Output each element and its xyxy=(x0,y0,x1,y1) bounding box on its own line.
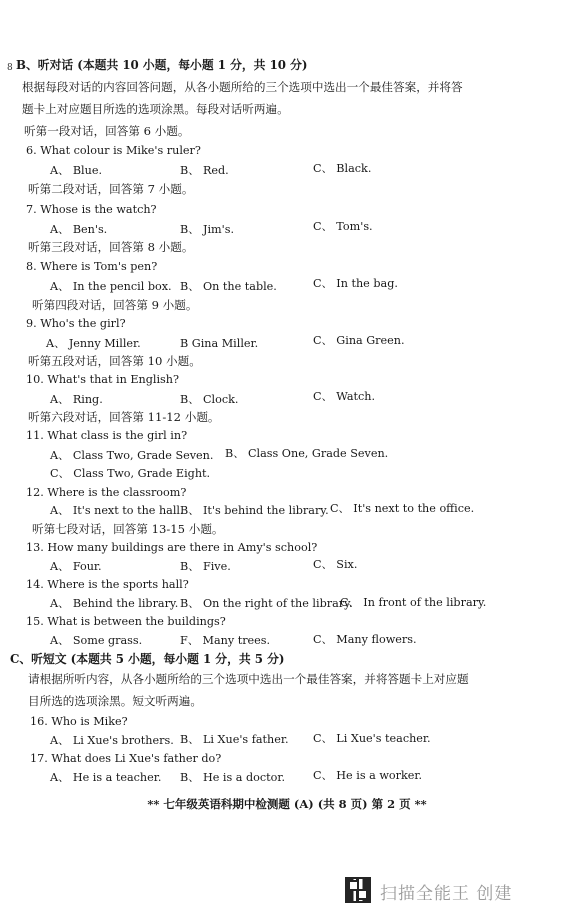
option-c: C、 Many flowers. xyxy=(313,633,417,646)
option-c: C、 Gina Green. xyxy=(313,334,405,347)
option-c: C、 Class Two, Grade Eight. xyxy=(50,467,211,480)
dialog-note: 听第四段对话，回答第 9 小题。 xyxy=(32,298,198,312)
option-a: A、 Blue. xyxy=(50,164,103,177)
question-text: 17. What does Li Xue's father do? xyxy=(30,752,222,765)
question-text: 11. What class is the girl in? xyxy=(26,429,188,442)
option-c: C、 Li Xue's teacher. xyxy=(313,732,431,745)
option-b: B、 On the table. xyxy=(180,280,277,293)
option-c: C、 In front of the library. xyxy=(340,596,487,609)
option-a: A、 Ring. xyxy=(50,393,103,406)
dialog-note: 听第七段对话，回答第 13-15 小题。 xyxy=(32,522,224,536)
option-a: A、 Behind the library. xyxy=(50,597,179,610)
dialog-note: 听第六段对话，回答第 11-12 小题。 xyxy=(28,410,220,424)
qr-code-icon xyxy=(345,877,371,903)
corner-mark: 8 xyxy=(7,63,13,73)
dialog-note: 听第三段对话，回答第 8 小题。 xyxy=(28,240,194,254)
option-b: B、 Li Xue's father. xyxy=(180,733,289,746)
option-c: C、 Six. xyxy=(313,558,358,571)
section-c-instruction-cont: 目所选的选项涂黑。短文听两遍。 xyxy=(28,694,202,708)
section-b-instruction: 根据每段对话的内容回答问题，从各小题所给的三个选项中选出一个最佳答案，并将答 xyxy=(22,80,463,94)
question-text: 6. What colour is Mike's ruler? xyxy=(26,144,201,157)
watermark-text: 扫描全能王 创建 xyxy=(380,884,513,904)
option-b: F、 Many trees. xyxy=(180,634,271,647)
section-b-instruction-cont: 题卡上对应题目所选的选项涂黑。每段对话听两遍。 xyxy=(22,102,289,116)
option-c: C、 In the bag. xyxy=(313,277,398,290)
dialog-note: 听第五段对话，回答第 10 小题。 xyxy=(28,354,201,368)
option-b: B Gina Miller. xyxy=(180,337,259,350)
option-a: A、 It's next to the hall. xyxy=(50,504,184,517)
section-b-title: B、听对话 (本题共 10 小题，每小题 1 分，共 10 分) xyxy=(16,58,308,72)
question-text: 14. Where is the sports hall? xyxy=(26,578,189,591)
option-c: C、 Black. xyxy=(313,162,372,175)
option-a: A、 In the pencil box. xyxy=(50,280,172,293)
option-b: B、 Red. xyxy=(180,164,229,177)
question-text: 9. Who's the girl? xyxy=(26,317,126,330)
page-footer: ** 七年级英语科期中检测题 (A) (共 8 页) 第 2 页 ** xyxy=(147,797,427,811)
option-c: C、 It's next to the office. xyxy=(330,502,475,515)
option-a: A、 He is a teacher. xyxy=(50,771,162,784)
option-b: B、 Jim's. xyxy=(180,223,235,236)
section-c-title: C、听短文 (本题共 5 小题，每小题 1 分，共 5 分) xyxy=(10,652,285,666)
option-a: A、 Jenny Miller. xyxy=(46,337,141,350)
option-a: A、 Four. xyxy=(50,560,102,573)
option-a: A、 Class Two, Grade Seven. xyxy=(50,449,214,462)
option-b: B、 On the right of the library. xyxy=(180,597,353,610)
option-a: A、 Ben's. xyxy=(50,223,108,236)
section-c-instruction: 请根据所听内容，从各小题所给的三个选项中选出一个最佳答案，并将答题卡上对应题 xyxy=(28,672,469,686)
question-text: 12. Where is the classroom? xyxy=(26,486,187,499)
option-b: B、 Class One, Grade Seven. xyxy=(225,447,389,460)
dialog-note: 听第二段对话，回答第 7 小题。 xyxy=(28,182,194,196)
option-b: B、 Five. xyxy=(180,560,231,573)
question-text: 7. Whose is the watch? xyxy=(26,203,157,216)
option-c: C、 He is a worker. xyxy=(313,769,423,782)
option-a: A、 Some grass. xyxy=(50,634,143,647)
question-text: 13. How many buildings are there in Amy's school? xyxy=(26,541,318,554)
option-a: A、 Li Xue's brothers. xyxy=(50,734,174,747)
dialog-note: 听第一段对话，回答第 6 小题。 xyxy=(24,124,190,138)
question-text: 8. Where is Tom's pen? xyxy=(26,260,158,273)
option-b: B、 It's behind the library. xyxy=(180,504,329,517)
option-b: B、 Clock. xyxy=(180,393,239,406)
question-text: 16. Who is Mike? xyxy=(30,715,128,728)
option-c: C、 Tom's. xyxy=(313,220,373,233)
option-c: C、 Watch. xyxy=(313,390,376,403)
option-b: B、 He is a doctor. xyxy=(180,771,286,784)
question-text: 15. What is between the buildings? xyxy=(26,615,226,628)
question-text: 10. What's that in English? xyxy=(26,373,179,386)
